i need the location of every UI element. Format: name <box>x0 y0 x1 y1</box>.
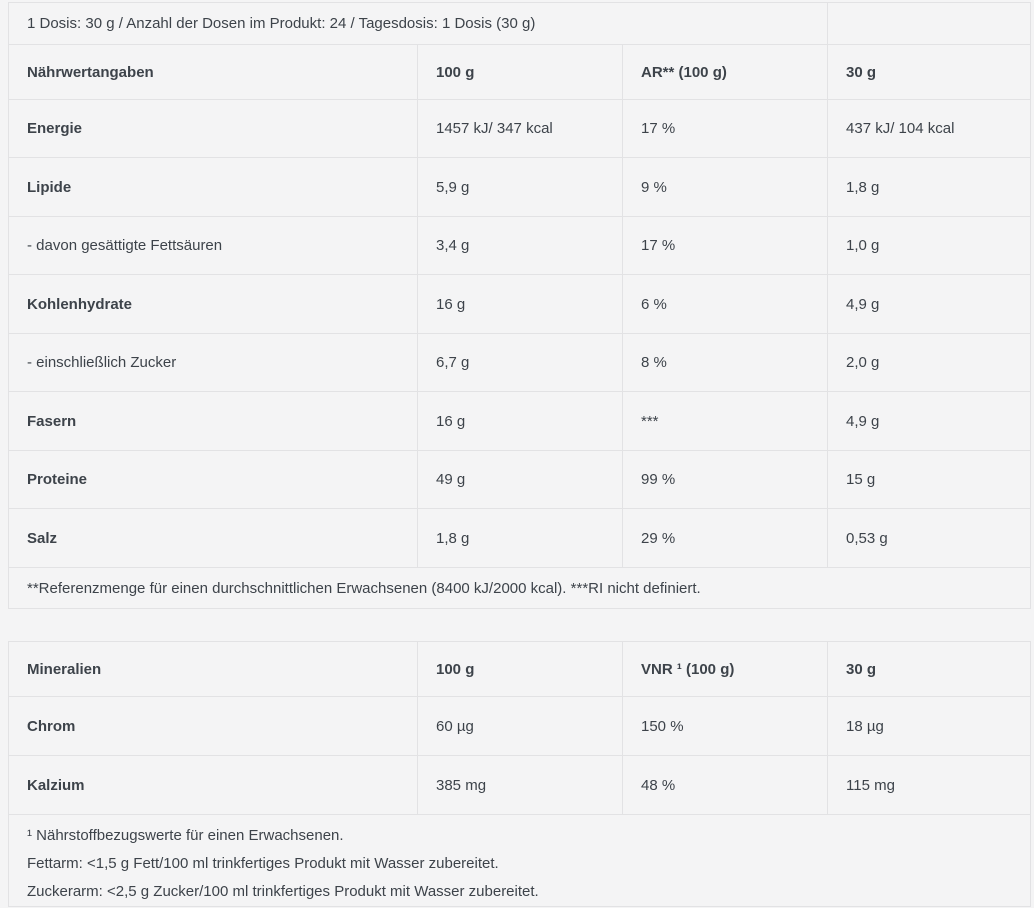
nutrient-label: Fasern <box>9 392 418 451</box>
mineral-label: Chrom <box>9 697 418 756</box>
value-30g: 0,53 g <box>828 509 1031 568</box>
nutrition-footnote-row <box>9 568 1031 609</box>
minerals-footnote-line: ¹ Nährstoffbezugswerte für einen Erwachsenen. <box>27 827 344 844</box>
value-30g: 18 µg <box>828 697 1031 756</box>
value-100g: 60 µg <box>418 697 623 756</box>
value-30g: 1,0 g <box>828 217 1031 275</box>
value-100g: 16 g <box>418 275 623 334</box>
minerals-footnote-row <box>9 815 1031 907</box>
table-row-zucker <box>9 334 1031 392</box>
value-ar-percent: 17 % <box>623 217 828 275</box>
value-30g: 115 mg <box>828 756 1031 815</box>
table-row-proteine <box>9 451 1031 509</box>
value-30g: 15 g <box>828 451 1031 509</box>
dosage-row-spacer-cell <box>828 3 1031 45</box>
value-100g: 5,9 g <box>418 158 623 217</box>
mineral-label: Kalzium <box>9 756 418 815</box>
nutrient-label: Energie <box>9 100 418 158</box>
col-header-ar-100g: AR** (100 g) <box>623 45 828 100</box>
tables-gap <box>8 609 1034 641</box>
table-row-kalzium <box>9 756 1031 815</box>
value-30g: 4,9 g <box>828 392 1031 451</box>
value-100g: 1,8 g <box>418 509 623 568</box>
col-header-mineralien: Mineralien <box>9 642 418 697</box>
value-ar-percent: 29 % <box>623 509 828 568</box>
nutrient-label: - davon gesättigte Fettsäuren <box>9 217 418 275</box>
table-row-lipide <box>9 158 1031 217</box>
minerals-footnote-line: Fettarm: <1,5 g Fett/100 ml trinkfertiges Produkt mit Wasser zubereitet. <box>27 855 499 872</box>
value-ar-percent: 17 % <box>623 100 828 158</box>
nutrition-header-row <box>9 45 1031 100</box>
table-row-salz <box>9 509 1031 568</box>
col-header-30g: 30 g <box>828 45 1031 100</box>
value-vnr-percent: 150 % <box>623 697 828 756</box>
nutrient-label: Lipide <box>9 158 418 217</box>
value-ar-percent: 8 % <box>623 334 828 392</box>
value-100g: 16 g <box>418 392 623 451</box>
nutrient-label: Proteine <box>9 451 418 509</box>
col-header-100g: 100 g <box>418 45 623 100</box>
value-ar-percent: 6 % <box>623 275 828 334</box>
value-100g: 49 g <box>418 451 623 509</box>
minerals-header-row <box>9 642 1031 697</box>
value-vnr-percent: 48 % <box>623 756 828 815</box>
nutrient-label: Kohlenhydrate <box>9 275 418 334</box>
value-ar-percent: *** <box>623 392 828 451</box>
value-ar-percent: 99 % <box>623 451 828 509</box>
value-ar-percent: 9 % <box>623 158 828 217</box>
value-30g: 4,9 g <box>828 275 1031 334</box>
minerals-footnote-line: Zuckerarm: <2,5 g Zucker/100 ml trinkfertiges Produkt mit Wasser zubereitet. <box>27 883 539 900</box>
dosage-row <box>9 3 1031 45</box>
table-row-energie <box>9 100 1031 158</box>
col-header-naehrwertangaben: Nährwertangaben <box>9 45 418 100</box>
col-header-30g: 30 g <box>828 642 1031 697</box>
dosage-info-bar: 1 Dosis: 30 g / Anzahl der Dosen im Produkt: 24 / Tagesdosis: 1 Dosis (30 g) <box>9 3 828 45</box>
table-row-fasern <box>9 392 1031 451</box>
value-30g: 2,0 g <box>828 334 1031 392</box>
table-row-chrom <box>9 697 1031 756</box>
value-100g: 1457 kJ/ 347 kcal <box>418 100 623 158</box>
value-100g: 6,7 g <box>418 334 623 392</box>
table-row-kohlenhydrate <box>9 275 1031 334</box>
nutrition-table <box>8 2 1031 609</box>
table-row-gesaettigte-fettsaeuren <box>9 217 1031 275</box>
value-30g: 1,8 g <box>828 158 1031 217</box>
nutrient-label: - einschließlich Zucker <box>9 334 418 392</box>
value-100g: 3,4 g <box>418 217 623 275</box>
minerals-footnotes <box>9 815 1031 907</box>
col-header-vnr-100g: VNR ¹ (100 g) <box>623 642 828 697</box>
minerals-table <box>8 641 1031 907</box>
nutrition-footnote: **Referenzmenge für einen durchschnittlichen Erwachsenen (8400 kJ/2000 kcal). ***RI nicht definiert. <box>9 568 1031 609</box>
nutrient-label: Salz <box>9 509 418 568</box>
col-header-100g: 100 g <box>418 642 623 697</box>
value-30g: 437 kJ/ 104 kcal <box>828 100 1031 158</box>
value-100g: 385 mg <box>418 756 623 815</box>
